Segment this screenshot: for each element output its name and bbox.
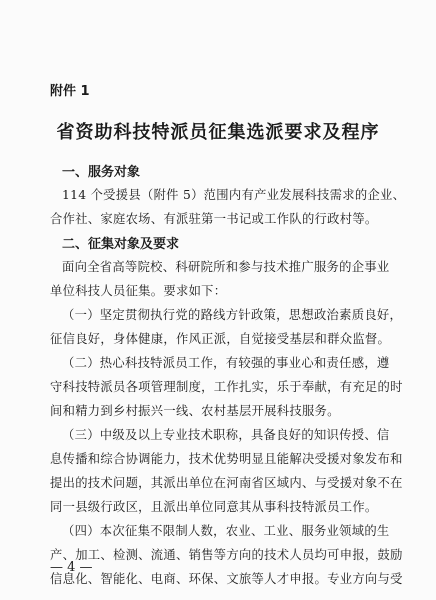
paragraph-line: 单位科技人员征集。要求如下： <box>50 284 227 298</box>
requirement-item-1-line: （一）坚定贯彻执行党的路线方针政策，思想政治素质良好， <box>62 308 403 322</box>
paragraph-line: 面向全省高等院校、科研院所和参与技术推广服务的企事业 <box>62 260 390 274</box>
requirement-item-1-line: 征信良好，身体健康，作风正派，自觉接受基层和群众监督。 <box>50 332 391 346</box>
attachment-label: 附件 1 <box>50 84 90 99</box>
requirement-item-3-line: 息传播和综合协调能力，技术优势明显且能解决受援对象发布和 <box>50 452 403 466</box>
paragraph-line: 合作社、家庭农场、有派驻第一书记或工作队的行政村等。 <box>50 212 378 226</box>
requirement-item-4-line: 产、加工、检测、流通、销售等方向的技术人员均可申报，鼓励 <box>50 548 403 562</box>
section-heading-service-targets: 一、服务对象 <box>62 165 141 180</box>
paragraph-line: 114 个受援县（附件 5）范围内有产业发展科技需求的企业、 <box>62 188 406 202</box>
requirement-item-4-line: （四）本次征集不限制人数，农业、工业、服务业领域的生 <box>62 524 390 538</box>
requirement-item-2-line: 守科技特派员各项管理制度，工作扎实，乐于奉献，有充足的时 <box>50 380 403 394</box>
page-number: — 4 — <box>50 560 93 575</box>
document-title: 省资助科技特派员征集选派要求及程序 <box>56 122 380 143</box>
requirement-item-2-line: 间和精力到乡村振兴一线、农村基层开展科技服务。 <box>50 404 340 418</box>
requirement-item-3-line: 提出的技术问题，其派出单位在河南省区域内、与受援对象不在 <box>50 476 403 490</box>
requirement-item-4-line: 信息化、智能化、电商、环保、文旅等人才申报。专业方向与受 <box>50 572 403 586</box>
requirement-item-2-line: （二）热心科技特派员工作，有较强的事业心和责任感，遵 <box>62 356 390 370</box>
section-heading-recruitment: 二、征集对象及要求 <box>62 237 180 252</box>
requirement-item-3-line: 同一县级行政区，且派出单位同意其从事科技特派员工作。 <box>50 500 378 514</box>
requirement-item-3-line: （三）中级及以上专业技术职称，具备良好的知识传授、信 <box>62 428 390 442</box>
